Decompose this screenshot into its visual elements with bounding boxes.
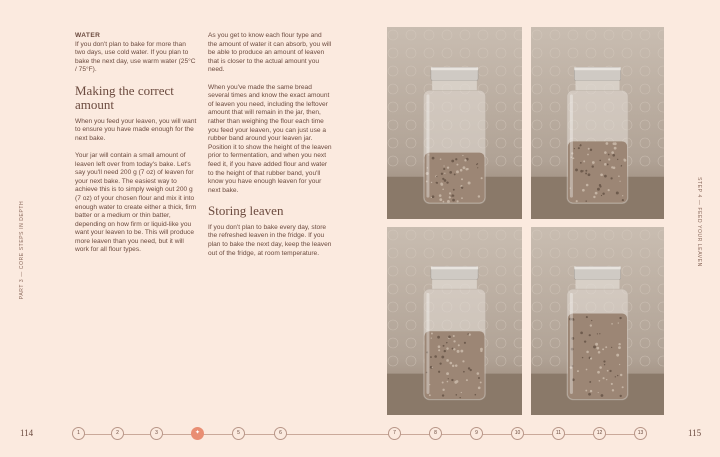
step-dot-8[interactable]: 8: [429, 427, 442, 440]
water-subheading: WATER: [75, 32, 101, 39]
step-dot-1[interactable]: 1: [72, 427, 85, 440]
paragraph: If you don't plan to bake every day, store the refreshed leaven in the fridge. If you plan to bake the next day, keep the leaven out of the fridge, at room temperature.: [208, 223, 332, 257]
heading-storing-leaven: Storing leaven: [208, 202, 284, 218]
step-dot-13[interactable]: 13: [634, 427, 647, 440]
step-dot-12[interactable]: 12: [593, 427, 606, 440]
leaven-jar-photo-2: [531, 27, 664, 219]
step-dot-5[interactable]: 5: [232, 427, 245, 440]
jar-illustration: [531, 27, 664, 219]
paragraph: When you've made the same bread several times and know the exact amount of leaven you need, including the leftover amount that will remain in the jar, then, rather than weighing the flour each time you feed your leaven, you can just use a rubber band around your leaven jar. Position it to show the height of the leaven prior to fermentation, and when you next feed it, if you have added flour and water to the height of that rubber band, you'll know you have enough leaven for your next bake.: [208, 83, 332, 194]
step-navigation: [72, 427, 662, 441]
step-dot-current-icon[interactable]: ✦: [191, 427, 204, 440]
leaven-jar-photo-4: [531, 227, 664, 415]
paragraph: Your jar will contain a small amount of leaven left over from today's bake. Let's say you'll need 200 g (7 oz) of leaven for your next bake. The easiest way to achieve this is to simply weigh out 200 g (7 oz) of your chosen flour and mix it into enough water to create either a thick, firm batter or a medium or thin batter, depending on how firm or liquid-like you want your leaven to be. This will produce more leaven than you need, but it will work for all flour types.: [75, 151, 197, 254]
page-number-right: 115: [688, 428, 702, 438]
heading-making-amount: Making the correct amount: [75, 82, 174, 112]
step-dot-10[interactable]: 10: [511, 427, 524, 440]
step-dot-2[interactable]: 2: [111, 427, 124, 440]
jar-illustration: [387, 227, 522, 415]
step-dot-7[interactable]: 7: [388, 427, 401, 440]
text-column-2: [208, 32, 332, 267]
section-label-left: PART 3 — CORE STEPS IN DEPTH: [19, 200, 25, 300]
paragraph: As you get to know each flour type and the amount of water it can absorb, you will be able to produce an amount of leaven that is closer to the actual amount you need.: [208, 32, 332, 74]
leaven-jar-photo-3: [387, 227, 522, 415]
step-dot-9[interactable]: 9: [470, 427, 483, 440]
text-column-1: [75, 32, 197, 264]
step-dot-11[interactable]: 11: [552, 427, 565, 440]
step-dot-6[interactable]: 6: [274, 427, 287, 440]
step-dot-3[interactable]: 3: [150, 427, 163, 440]
page-number-left: 114: [20, 428, 34, 438]
jar-illustration: [531, 227, 664, 415]
jar-illustration: [387, 27, 522, 219]
paragraph: When you feed your leaven, you will want to ensure you have made enough for the next bake.: [75, 117, 197, 142]
leaven-jar-photo-1: [387, 27, 522, 219]
water-paragraph: If you don't plan to bake for more than two days, use cold water. If you plan to bake the next day, use warm water (25°C / 75°F).: [75, 40, 196, 74]
section-label-right: STEP 4 — FEED YOUR LEAVEN: [696, 177, 702, 267]
